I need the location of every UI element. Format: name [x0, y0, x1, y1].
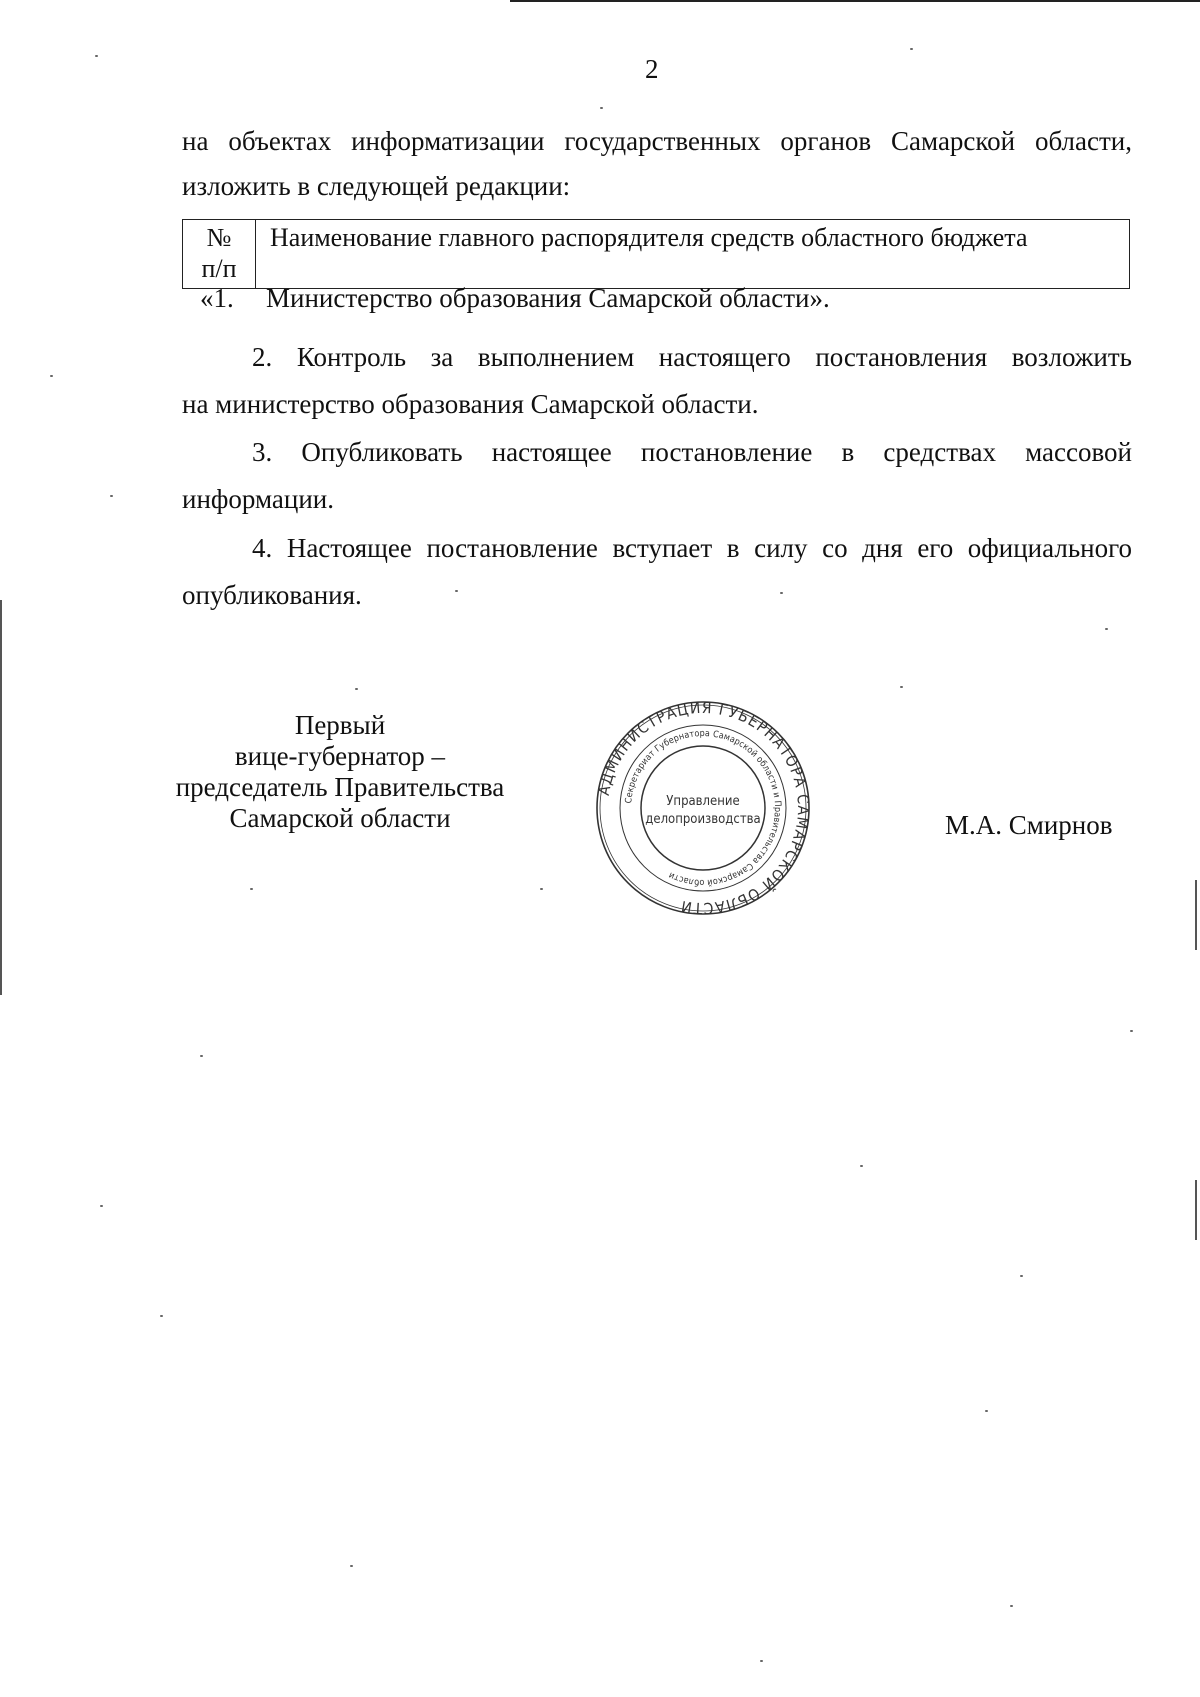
row-number: «1.: [200, 283, 234, 313]
scan-speck: [1105, 628, 1108, 630]
scan-speck: [250, 888, 253, 890]
scan-speck: [110, 495, 113, 497]
scan-edge-right: [1195, 880, 1197, 950]
scan-speck: [200, 1055, 203, 1057]
scan-speck: [910, 48, 913, 50]
scan-speck: [95, 55, 98, 57]
stamp-center-line-1: Управление: [666, 794, 740, 809]
table-name-header: Наименование главного распорядителя средств областного бюджета: [256, 220, 1130, 289]
paragraph-3-line-2: информации.: [182, 484, 334, 514]
scan-speck: [1010, 1605, 1013, 1607]
official-stamp: [593, 698, 813, 918]
stamp-inner-text: Секретариат Губернатора Самарской области и Правительства Самарской области: [624, 728, 783, 888]
signer-title-line-4: Самарской области: [229, 803, 451, 833]
scan-speck: [860, 1165, 863, 1167]
scan-speck: [1130, 1030, 1133, 1032]
scan-speck: [900, 686, 903, 688]
row-text: Министерство образования Самарской области».: [266, 283, 830, 313]
scan-edge-left: [0, 600, 2, 995]
signer-title-line-1: Первый: [294, 710, 386, 740]
scan-speck: [50, 375, 53, 377]
paragraph-4-line-2: опубликования.: [182, 580, 362, 610]
signer-name: М.А. Смирнов: [945, 810, 1113, 840]
scan-speck: [600, 107, 603, 109]
table-row: [200, 283, 830, 314]
scan-speck: [1020, 1275, 1023, 1277]
scan-speck: [350, 1565, 353, 1567]
scan-speck: [760, 1660, 763, 1662]
scan-speck: [100, 1205, 103, 1207]
intro-line-2: изложить в следующей редакции:: [182, 171, 571, 201]
page-number: 2: [645, 54, 659, 84]
distributor-table: [182, 219, 1130, 289]
paragraph-2-line-2: на министерство образования Самарской области.: [182, 389, 759, 419]
scan-speck: [540, 888, 543, 890]
signer-title: [145, 710, 535, 834]
signer-title-line-3: председатель Правительства: [175, 772, 505, 802]
stamp-center-line-2: делопроизводства: [645, 812, 761, 827]
paragraph-2-line-1: 2. Контроль за выполнением настоящего постановления возложить: [252, 342, 1132, 372]
intro-line-1: на объектах информатизации государственных органов Самарской области,: [182, 126, 1132, 156]
number-sign: №: [206, 223, 232, 252]
table-header-row: [183, 220, 1130, 289]
table-number-header: [183, 220, 256, 289]
scan-speck: [780, 592, 783, 594]
number-abbrev: п/п: [201, 254, 237, 283]
paragraph-3-line-1: 3. Опубликовать настоящее постановление в средствах массовой: [252, 437, 1132, 467]
scan-speck: [355, 688, 358, 690]
scan-speck: [985, 1410, 988, 1412]
scan-speck: [455, 590, 458, 592]
top-border-line: [510, 0, 1200, 2]
signer-title-line-2: вице-губернатор –: [234, 741, 446, 771]
paragraph-4-line-1: 4. Настоящее постановление вступает в силу со дня его официального: [252, 533, 1132, 563]
stamp-outer-text: АДМИНИСТРАЦИЯ ГУБЕРНАТОРА САМАРСКОЙ ОБЛАСТИ: [594, 698, 813, 918]
scan-edge-right: [1195, 1180, 1197, 1240]
scan-speck: [160, 1315, 163, 1317]
